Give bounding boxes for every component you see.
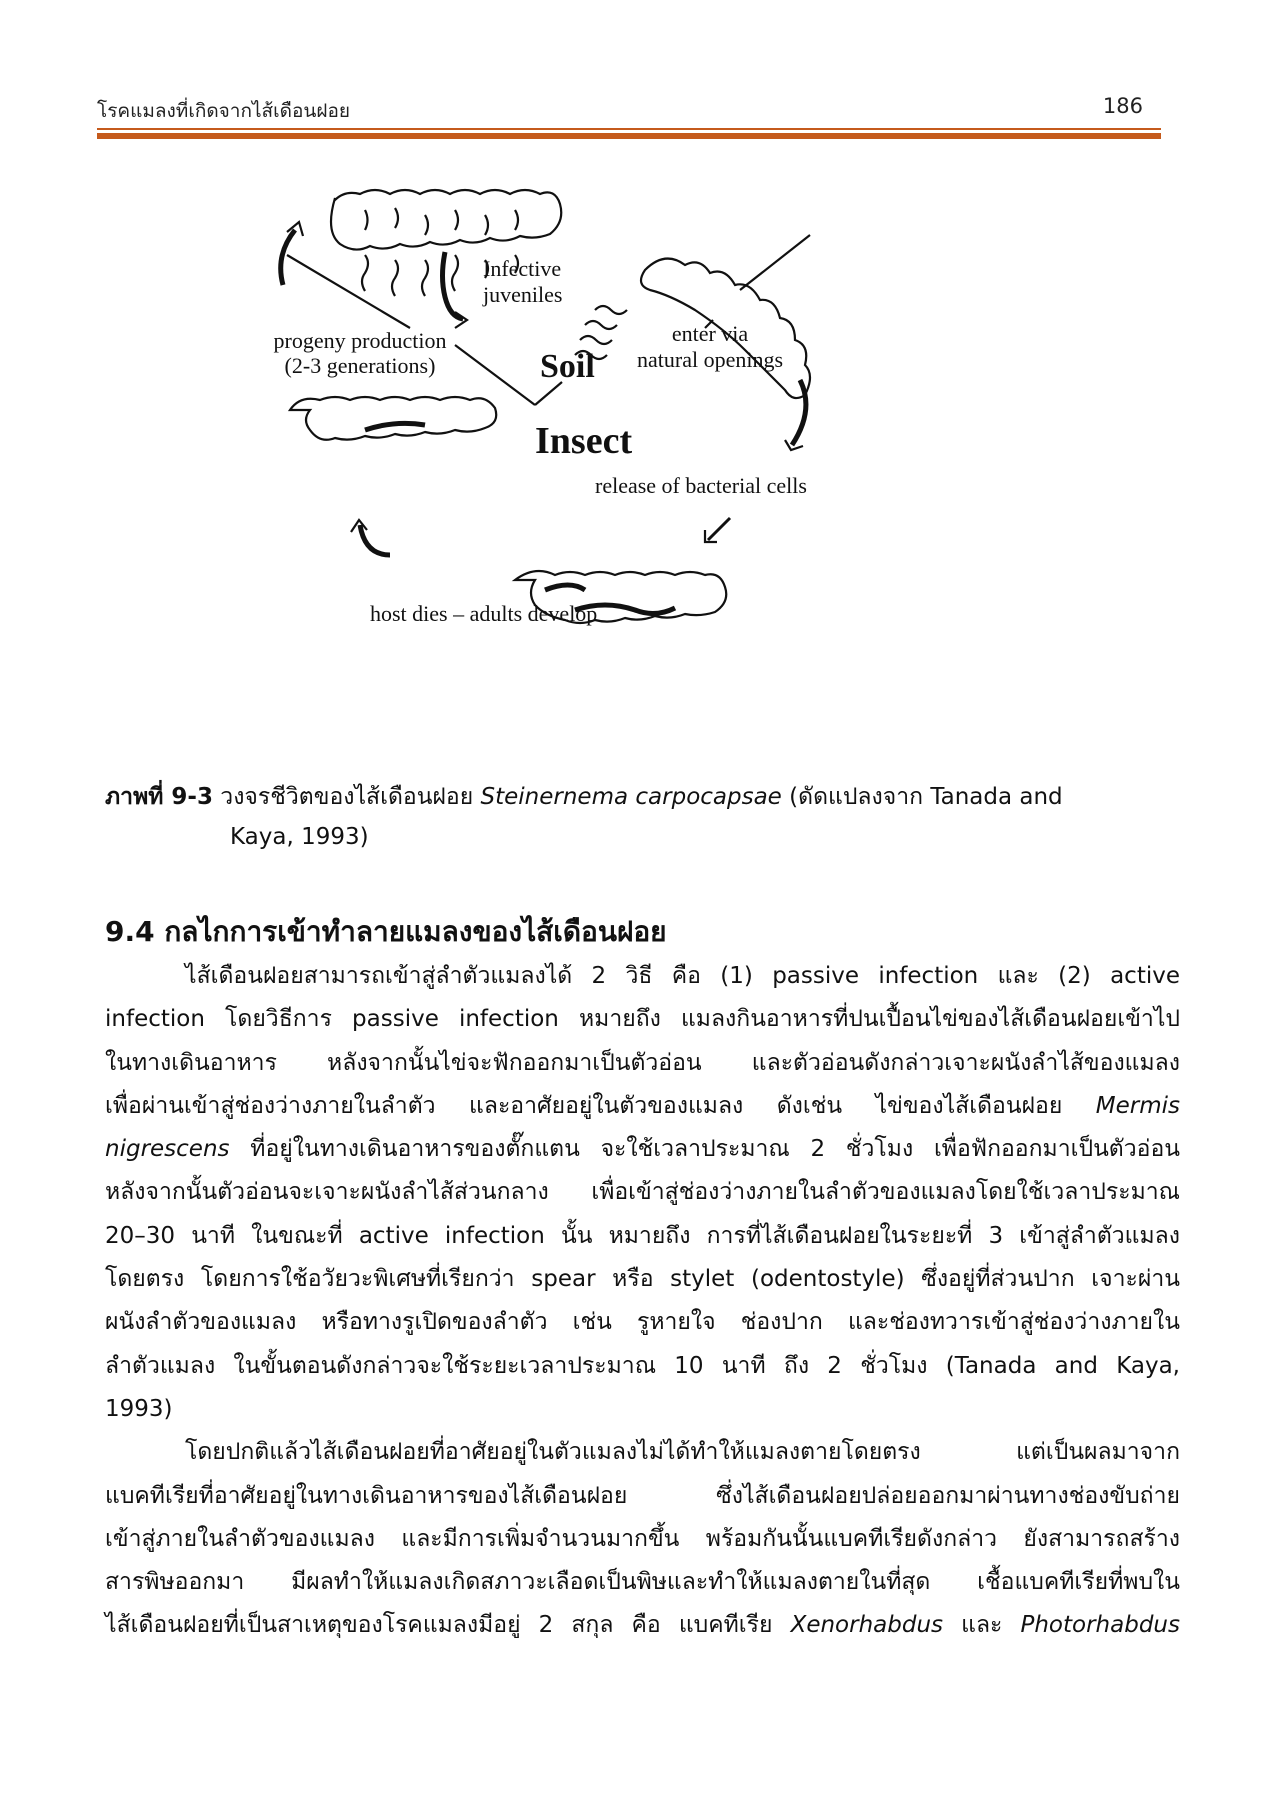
paragraph-line: เพื่อผ่านเข้าสู่ช่องว่างภายในลำตัว และอาศัยอยู่ในตัวของแมลง ดังเช่น ไข่ของไส้เดือนฝอย Mermis bbox=[105, 1092, 1180, 1119]
paragraph-line: เข้าสู่ภายในลำตัวของแมลง และมีการเพิ่มจำนวนมากขึ้น พร้อมกันนั้นแบคทีเรียดังกล่าว ยังสามารถสร้าง bbox=[105, 1525, 1180, 1552]
body-text bbox=[105, 955, 1180, 1648]
label-progeny: progeny production bbox=[273, 328, 447, 353]
label-release: release of bacterial cells bbox=[595, 473, 807, 498]
paragraph-line: ไส้เดือนฝอยที่เป็นสาเหตุของโรคแมลงมีอยู่ 2 สกุล คือ แบคทีเรีย Xenorhabdus และ Photorhabdus bbox=[105, 1612, 1180, 1639]
label-infective: Infective bbox=[483, 256, 562, 281]
label-insect: Insect bbox=[535, 420, 633, 462]
paragraph-line: 1993) bbox=[105, 1395, 173, 1422]
larva-top bbox=[331, 190, 561, 250]
species-italic: Mermis bbox=[1095, 1092, 1180, 1119]
larva-left bbox=[290, 397, 496, 440]
arrow-small bbox=[708, 518, 730, 540]
caption-species: Steinernema carpocapsae bbox=[480, 784, 782, 810]
paragraph-line: ผนังลำตัวของแมลง หรือทางรูเปิดของลำตัว เช่น รูหายใจ ช่องปาก และช่องทวารเข้าสู่ช่องว่างภายใน bbox=[105, 1309, 1180, 1336]
page-number: 186 bbox=[1102, 94, 1143, 118]
section-heading: 9.4 กลไกการเข้าทำลายแมลงของไส้เดือนฝอย bbox=[105, 915, 667, 948]
paragraph-line: โดยปกติแล้วไส้เดือนฝอยที่อาศัยอยู่ในตัวแมลงไม่ได้ทำให้แมลงตายโดยตรง แต่เป็นผลมาจาก bbox=[185, 1439, 1180, 1466]
paragraph-line: ในทางเดินอาหาร หลังจากนั้นไข่จะฟักออกมาเป็นตัวอ่อน และตัวอ่อนดังกล่าวเจาะผนังลำไส้ของแมลง bbox=[105, 1049, 1180, 1076]
paragraph-line: 20–30 นาที ในขณะที่ active infection นั้น หมายถึง การที่ไส้เดือนฝอยในระยะที่ 3 เข้าสู่ลำตัวแมลง bbox=[105, 1222, 1180, 1249]
label-enter-via: enter via bbox=[671, 321, 749, 346]
paragraph-line: infection โดยวิธีการ passive infection หมายถึง แมลงกินอาหารที่ปนเปื้อนไข่ของไส้เดือนฝอยเข้าไป bbox=[105, 1006, 1180, 1033]
paragraph-line: หลังจากนั้นตัวอ่อนจะเจาะผนังลำไส้ส่วนกลาง เพื่อเข้าสู่ช่องว่างภายในลำตัวของแมลงโดยใช้เวลาประมาณ bbox=[105, 1179, 1180, 1206]
paragraph-line: ลำตัวแมลง ในขั้นตอนดังกล่าวจะใช้ระยะเวลาประมาณ 10 นาที ถึง 2 ชั่วโมง (Tanada and Kaya, bbox=[105, 1352, 1180, 1379]
label-natural-openings: natural openings bbox=[636, 347, 784, 372]
caption-line2: Kaya, 1993) bbox=[230, 824, 369, 850]
caption-label: ภาพที่ 9-3 bbox=[105, 784, 213, 810]
label-generations: (2-3 generations) bbox=[284, 353, 436, 378]
figure-caption bbox=[105, 777, 1165, 857]
paragraph-line: สารพิษออกมา มีผลทำให้แมลงเกิดสภาวะเลือดเป็นพิษและทำให้แมลงตายในที่สุด เชื้อแบคทีเรียที่พบใน bbox=[105, 1569, 1180, 1596]
life-cycle-illustration bbox=[265, 160, 1015, 760]
label-host-dies: host dies – adults develop bbox=[370, 601, 598, 626]
running-header-title: โรคแมลงที่เกิดจากไส้เดือนฝอย bbox=[97, 100, 351, 122]
caption-text: วงจรชีวิตของไส้เดือนฝอย bbox=[212, 784, 481, 810]
paragraph-line: ไส้เดือนฝอยสามารถเข้าสู่ลำตัวแมลงได้ 2 วิธี คือ (1) passive infection และ (2) active bbox=[185, 963, 1180, 989]
label-soil: Soil bbox=[540, 348, 595, 385]
paragraph-line: โดยตรง โดยการใช้อวัยวะพิเศษที่เรียกว่า spear หรือ stylet (odentostyle) ซึ่งอยู่ที่ส่วนปาก เจาะผ่าน bbox=[105, 1266, 1180, 1293]
header-rule-thin bbox=[97, 128, 1161, 130]
caption-source: (ดัดแปลงจาก Tanada and bbox=[781, 784, 1063, 810]
paragraph-line: แบคทีเรียที่อาศัยอยู่ในทางเดินอาหารของไส้เดือนฝอย ซึ่งไส้เดือนฝอยปล่อยออกมาผ่านทางช่องขับถ่าย bbox=[105, 1482, 1180, 1509]
genus-italic: Photorhabdus bbox=[1020, 1612, 1180, 1639]
life-cycle-figure bbox=[265, 160, 1015, 760]
label-juveniles: juveniles bbox=[483, 282, 563, 307]
header-rule-thick bbox=[97, 133, 1161, 139]
paragraph-line: nigrescens ที่อยู่ในทางเดินอาหารของตั๊กแตน จะใช้เวลาประมาณ 2 ชั่วโมง เพื่อฟักออกมาเป็นตัวอ่อน bbox=[105, 1136, 1181, 1163]
genus-italic: Xenorhabdus bbox=[790, 1612, 944, 1639]
arrow-up-left-bottom bbox=[360, 525, 390, 555]
arrow-down-right bbox=[792, 380, 806, 445]
species-italic: nigrescens bbox=[105, 1136, 230, 1163]
